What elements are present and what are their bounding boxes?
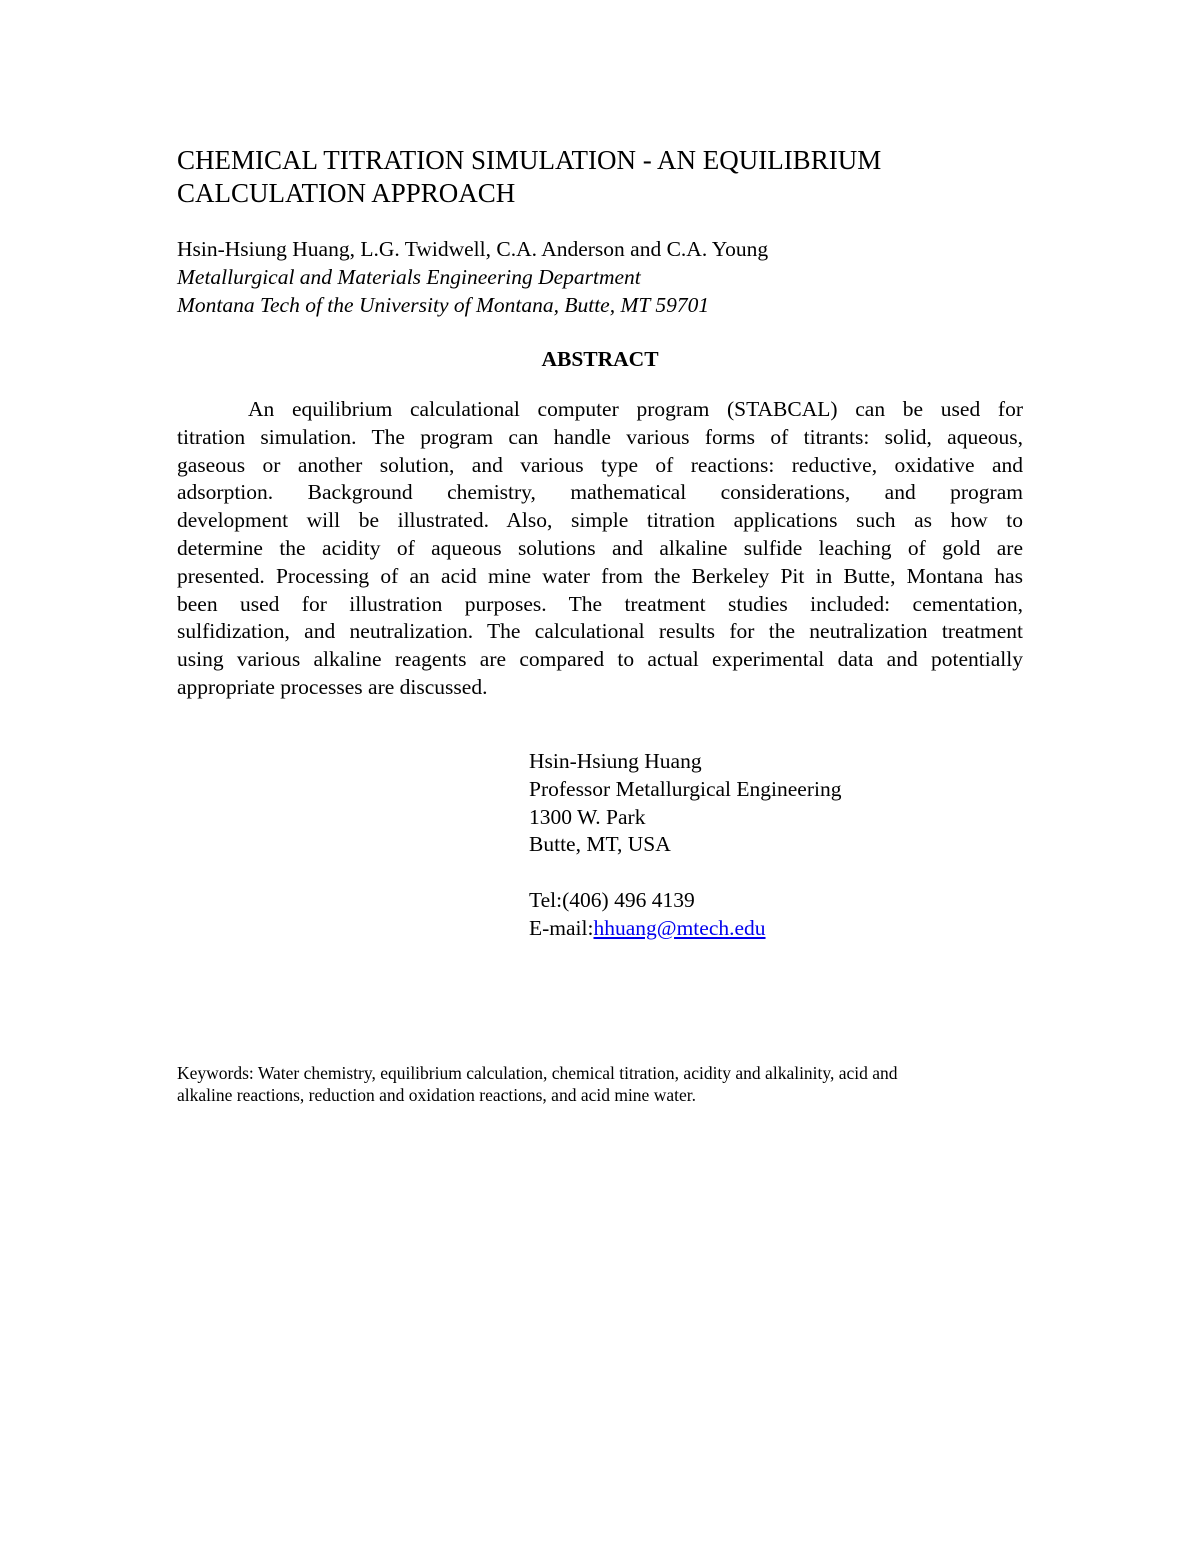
keywords-line: Keywords: Water chemistry, equilibrium calculation, chemical titration, acidity and alkalinity, acid and [177,1063,898,1083]
keywords-block [177,1062,1017,1106]
affiliation-department: Metallurgical and Materials Engineering Department [177,265,641,289]
title-line: CALCULATION APPROACH [177,178,516,208]
abstract-line: An equilibrium calculational computer program (STABCAL) can be used for [248,397,1023,421]
keywords-line: alkaline reactions, reduction and oxidation reactions, and acid mine water. [177,1085,696,1105]
abstract-line: determine the acidity of aqueous solutions and alkaline sulfide leaching of gold are [177,535,1023,560]
contact-block [529,748,1009,943]
abstract-line: presented. Processing of an acid mine water from the Berkeley Pit in Butte, Montana has [177,563,1023,588]
abstract-line: development will be illustrated. Also, simple titration applications such as how to [177,508,1023,533]
abstract-line: been used for illustration purposes. The treatment studies included: cementation, [177,591,1023,616]
abstract-heading: ABSTRACT [541,347,659,371]
email-label: E-mail: [529,915,594,940]
contact-position: Professor Metallurgical Engineering [529,776,842,801]
abstract-line: using various alkaline reagents are compared to actual experimental data and potentially [177,647,1023,672]
contact-spacer [529,859,1009,887]
author-affiliation-block [177,235,1037,319]
abstract-line: appropriate processes are discussed. [177,674,488,699]
contact-city: Butte, MT, USA [529,832,671,857]
author-list: Hsin-Hsiung Huang, L.G. Twidwell, C.A. Anderson and C.A. Young [177,237,769,261]
title-line: CHEMICAL TITRATION SIMULATION - AN EQUILIBRIUM [177,145,882,175]
abstract-body [177,396,1023,702]
abstract-line: gaseous or another solution, and various type of reactions: reductive, oxidative and [177,452,1023,477]
contact-name: Hsin-Hsiung Huang [529,749,702,773]
abstract-line: titration simulation. The program can handle various forms of titrants: solid, aqueous, [177,424,1023,449]
email-link[interactable]: hhuang@mtech.edu [593,915,766,940]
paper-title [177,144,1037,210]
contact-street: 1300 W. Park [529,804,646,829]
affiliation-institution: Montana Tech of the University of Montana, Butte, MT 59701 [177,293,710,317]
abstract-line: sulfidization, and neutralization. The calculational results for the neutralization treatment [177,619,1023,644]
contact-phone: Tel:(406) 496 4139 [529,887,695,912]
contact-email-row [529,915,1009,943]
abstract-line: adsorption. Background chemistry, mathematical considerations, and program [177,480,1023,505]
